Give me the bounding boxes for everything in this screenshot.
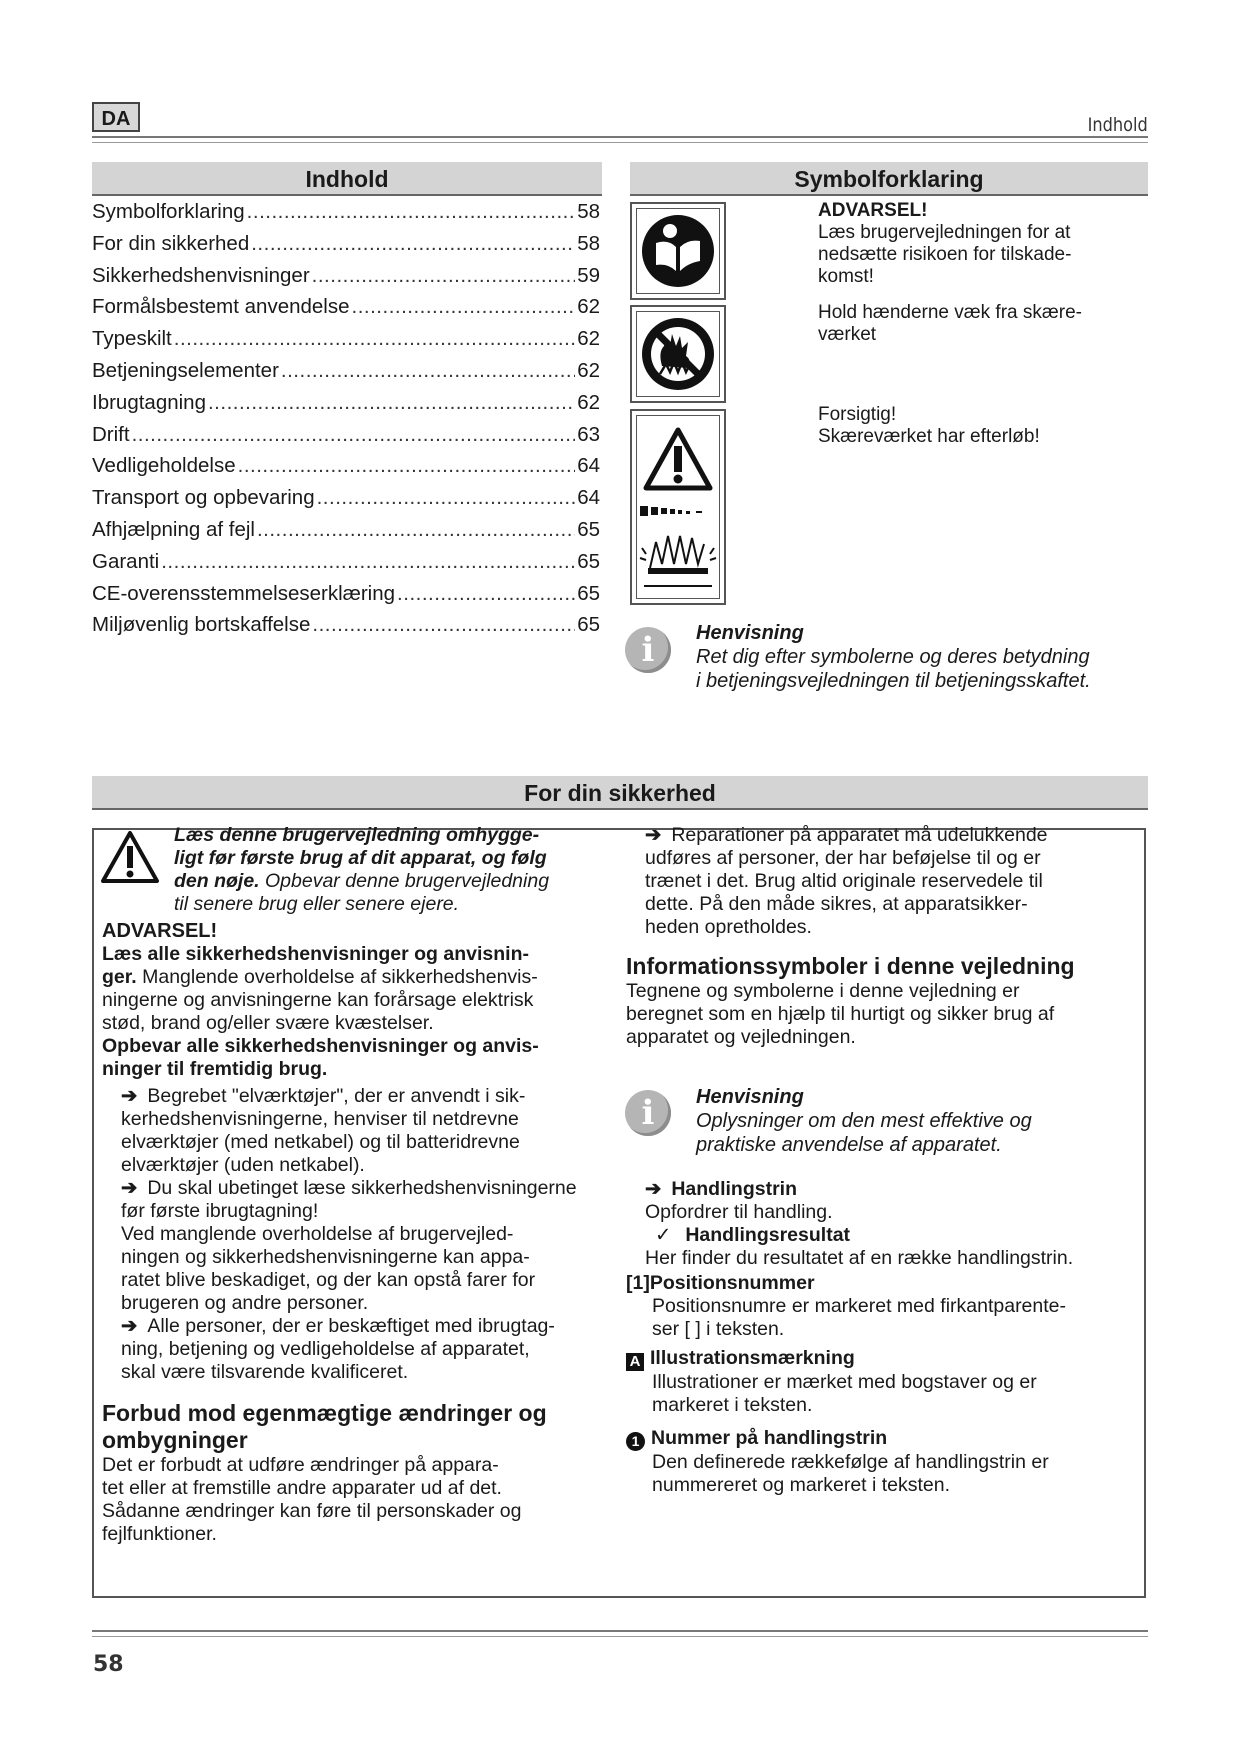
page-number: 58	[93, 1652, 124, 1677]
toc-title: Indhold	[92, 162, 602, 196]
illustration-badge-icon: A	[626, 1353, 644, 1371]
arrow-icon: ➔	[645, 824, 662, 846]
symbol-text-line: Hold hænderne væk fra skære-	[818, 302, 1082, 323]
info-symbols-heading: Informationssymboler i denne vejledning	[626, 953, 1075, 979]
intro-text: til senere brug eller senere ejere.	[174, 893, 460, 915]
bullet-text: ning, betjening og vedligeholdelse af apparatet,	[121, 1338, 530, 1360]
toc-row[interactable]	[92, 264, 600, 296]
language-badge: DA	[92, 102, 140, 132]
legend-title: Illustrationsmærkning	[650, 1347, 855, 1369]
warning-text: Manglende overholdelse af sikkerhedshenvis-	[136, 966, 538, 988]
footer-rule	[92, 1630, 1148, 1637]
arrow-icon: ➔	[121, 1177, 138, 1199]
toc-page: 65	[577, 613, 600, 637]
bullet-text: elværktøjer (uden netkabel).	[121, 1154, 365, 1176]
toc-leader-dots	[132, 423, 576, 447]
symbol-read-manual-text	[818, 200, 1148, 288]
note-line: i betjeningsvejledningen til betjeningsskaftet.	[696, 670, 1091, 692]
repair-text: heden opretholdes.	[645, 916, 812, 938]
warning-triangle-icon	[643, 426, 713, 492]
toc-label: Ibrugtagning	[92, 390, 206, 414]
intro-text: Læs denne brugervejledning omhygge-	[174, 824, 540, 846]
toc-row[interactable]	[92, 295, 600, 327]
toc-row[interactable]	[92, 359, 600, 391]
intro-text: den nøje.	[174, 870, 260, 892]
toc-page: 65	[577, 517, 600, 541]
arrow-icon: ➔	[121, 1315, 138, 1337]
toc-page: 64	[577, 486, 600, 510]
forbud-heading: ombygninger	[102, 1427, 248, 1453]
forbud-text: Sådanne ændringer kan føre til personskader og	[102, 1500, 522, 1522]
toc-row[interactable]	[92, 327, 600, 359]
symbol-keep-hands-away	[630, 305, 726, 403]
symbol-text-line: Forsigtig!	[818, 404, 897, 425]
legend-text: Illustrationer er mærket med bogstaver og er	[652, 1371, 1037, 1393]
info-icon: i	[625, 1090, 671, 1136]
legend-text: markeret i teksten.	[652, 1394, 813, 1416]
repair-text: Reparationer på apparatet må udelukkende	[671, 824, 1048, 846]
info-text: apparatet og vejledningen.	[626, 1026, 856, 1048]
toc-row[interactable]	[92, 582, 600, 614]
toc-page: 62	[577, 327, 600, 351]
toc-page: 65	[577, 581, 600, 605]
note-line: Oplysninger om den mest effektive og	[696, 1110, 1032, 1132]
repair-text: udføres af personer, der har beføjelse til og er	[645, 847, 1041, 869]
toc-page: 65	[577, 549, 600, 573]
forbud-heading: Forbud mod egenmægtige ændringer og	[102, 1400, 547, 1426]
safety-title: For din sikkerhed	[92, 776, 1148, 810]
toc-row[interactable]	[92, 232, 600, 264]
toc-leader-dots	[251, 232, 575, 256]
info-text: Tegnene og symbolerne i denne vejledning er	[626, 980, 1020, 1002]
toc-leader-dots	[238, 454, 576, 478]
blade-runout-icon	[638, 502, 718, 592]
step-number-badge-icon: 1	[626, 1432, 645, 1451]
keep-text: Opbevar alle sikkerhedshenvisninger og anvis-	[102, 1035, 539, 1057]
bullet-text: Begrebet "elværktøjer", der er anvendt i sik-	[147, 1085, 526, 1107]
toc-leader-dots	[312, 264, 576, 288]
header-rule	[92, 136, 1148, 143]
toc-leader-dots	[352, 295, 576, 319]
legend-text: Positionsnumre er markeret med firkantparente-	[652, 1295, 1067, 1317]
header-section-title: Indhold	[1087, 114, 1148, 136]
safety-note	[696, 1086, 1148, 1157]
symbols-note	[696, 622, 1148, 693]
toc-row[interactable]	[92, 391, 600, 423]
legend-title: Positionsnummer	[649, 1272, 815, 1294]
legend-title: Nummer på handlingstrin	[651, 1427, 888, 1449]
toc-row[interactable]	[92, 486, 600, 518]
safety-left-column	[102, 920, 622, 1546]
read-manual-icon	[640, 213, 716, 289]
toc-row[interactable]	[92, 518, 600, 550]
toc-page: 62	[577, 390, 600, 414]
toc-leader-dots	[174, 327, 575, 351]
symbol-read-manual	[630, 202, 726, 300]
toc-list	[92, 200, 600, 645]
toc-label: Garanti	[92, 549, 160, 573]
toc-page: 58	[577, 200, 600, 223]
legend-title: Handlingsresultat	[685, 1224, 851, 1246]
toc-leader-dots	[161, 550, 575, 574]
toc-page: 62	[577, 295, 600, 319]
bullet-text: elværktøjer (med netkabel) og til batteridrevne	[121, 1131, 520, 1153]
hands-away-icon	[640, 316, 716, 392]
note-title: Henvisning	[696, 1086, 804, 1108]
bullet-text: skal være tilsvarende kvalificeret.	[121, 1361, 409, 1383]
symbol-warning-title: ADVARSEL!	[818, 200, 928, 221]
toc-label: Drift	[92, 422, 130, 446]
legend-text: Her finder du resultatet af en række handlingstrin.	[645, 1247, 1074, 1269]
note-line: praktiske anvendelse af apparatet.	[696, 1134, 1002, 1156]
symbol-hands-away-text	[818, 302, 1148, 346]
arrow-icon: ➔	[645, 1178, 662, 1200]
legend-title: Handlingstrin	[671, 1178, 798, 1200]
toc-row[interactable]	[92, 613, 600, 645]
toc-label: Betjeningselementer	[92, 358, 279, 382]
symbol-blade-runs-on	[630, 409, 726, 605]
toc-label: Symbolforklaring	[92, 200, 245, 223]
toc-row[interactable]	[92, 454, 600, 486]
bullet-text: brugeren og andre personer.	[121, 1292, 369, 1314]
toc-leader-dots	[317, 486, 576, 510]
toc-row[interactable]	[92, 200, 600, 232]
toc-label: Miljøvenlig bortskaffelse	[92, 613, 311, 637]
toc-leader-dots	[247, 200, 576, 224]
toc-label: Afhjælpning af fejl	[92, 517, 255, 541]
toc-row[interactable]	[92, 550, 600, 582]
note-line: Ret dig efter symbolerne og deres betydning	[696, 646, 1090, 668]
warning-text: ger.	[102, 966, 137, 988]
bullet-text: Du skal ubetinget læse sikkerhedshenvisningerne	[147, 1177, 577, 1199]
symbol-text-line: Læs brugervejledningen for at	[818, 222, 1071, 243]
toc-label: Vedligeholdelse	[92, 454, 236, 478]
warning-triangle-icon	[100, 830, 160, 884]
toc-label: CE-overensstemmelseserklæring	[92, 581, 396, 605]
intro-text: Opbevar denne brugervejledning	[259, 870, 550, 892]
toc-page: 58	[577, 231, 600, 255]
symbols-title: Symbolforklaring	[630, 162, 1148, 196]
toc-page: 59	[577, 263, 600, 287]
position-prefix: [1]	[626, 1272, 650, 1294]
forbud-text: tet eller at fremstille andre apparater ud af det.	[102, 1477, 502, 1499]
toc-label: Transport og opbevaring	[92, 486, 315, 510]
toc-label: For din sikkerhed	[92, 231, 250, 255]
bullet-text: Alle personer, der er beskæftiget med ibrugtag-	[147, 1315, 555, 1337]
toc-leader-dots	[257, 518, 575, 542]
legend-text: Opfordrer til handling.	[645, 1201, 833, 1223]
toc-label: Typeskilt	[92, 327, 172, 351]
toc-leader-dots	[397, 582, 575, 606]
warning-title: ADVARSEL!	[102, 920, 218, 942]
toc-page: 63	[577, 422, 600, 446]
legend-text: ser [ ] i teksten.	[652, 1318, 785, 1340]
symbol-runout-text	[818, 404, 1148, 448]
toc-page: 62	[577, 358, 600, 382]
bullet-text: kerhedshenvisningerne, henviser til netdrevne	[121, 1108, 519, 1130]
repair-text: trænet i det. Brug altid originale reservedele til	[645, 870, 1043, 892]
safety-intro	[174, 824, 614, 916]
forbud-text: Det er forbudt at udføre ændringer på appara-	[102, 1454, 499, 1476]
symbol-text-line: nedsætte risikoen for tilskade-	[818, 244, 1072, 265]
bullet-text: ningen og sikkerhedshenvisningerne kan appa-	[121, 1246, 530, 1268]
symbol-text-line: Skæreværket har efterløb!	[818, 426, 1040, 447]
note-title: Henvisning	[696, 622, 804, 644]
toc-page: 64	[577, 454, 600, 478]
info-icon: i	[625, 627, 671, 673]
toc-label: Sikkerhedshenvisninger	[92, 263, 310, 287]
info-text: beregnet som en hjælp til hurtigt og sikker brug af	[626, 1003, 1055, 1025]
bullet-text: før første ibrugtagning!	[121, 1200, 319, 1222]
legend-text: nummereret og markeret i teksten.	[652, 1474, 951, 1496]
toc-leader-dots	[312, 613, 575, 637]
checkmark-icon: ✓	[655, 1224, 672, 1246]
toc-leader-dots	[208, 391, 575, 415]
legend-list	[626, 1178, 1146, 1497]
bullet-text: Ved manglende overholdelse af brugervejled-	[121, 1223, 514, 1245]
bullet-text: ratet blive beskadiget, og der kan opstå farer for	[121, 1269, 536, 1291]
legend-text: Den definerede rækkefølge af handlingstrin er	[652, 1451, 1049, 1473]
warning-text: Læs alle sikkerhedshenvisninger og anvisnin-	[102, 943, 529, 965]
forbud-text: fejlfunktioner.	[102, 1523, 217, 1545]
toc-leader-dots	[281, 359, 575, 383]
repair-text: dette. På den måde sikres, at apparatsikker-	[645, 893, 1028, 915]
intro-text: ligt før første brug af dit apparat, og følg	[174, 847, 547, 869]
safety-right-column	[626, 824, 1146, 1049]
arrow-icon: ➔	[121, 1085, 138, 1107]
keep-text: ninger til fremtidig brug.	[102, 1058, 328, 1080]
symbol-text-line: værket	[818, 324, 877, 345]
toc-label: Formålsbestemt anvendelse	[92, 295, 350, 319]
symbol-text-line: komst!	[818, 266, 874, 287]
toc-row[interactable]	[92, 423, 600, 455]
warning-text: stød, brand og/eller svære kvæstelser.	[102, 1012, 434, 1034]
warning-text: ningerne og anvisningerne kan forårsage elektrisk	[102, 989, 534, 1011]
